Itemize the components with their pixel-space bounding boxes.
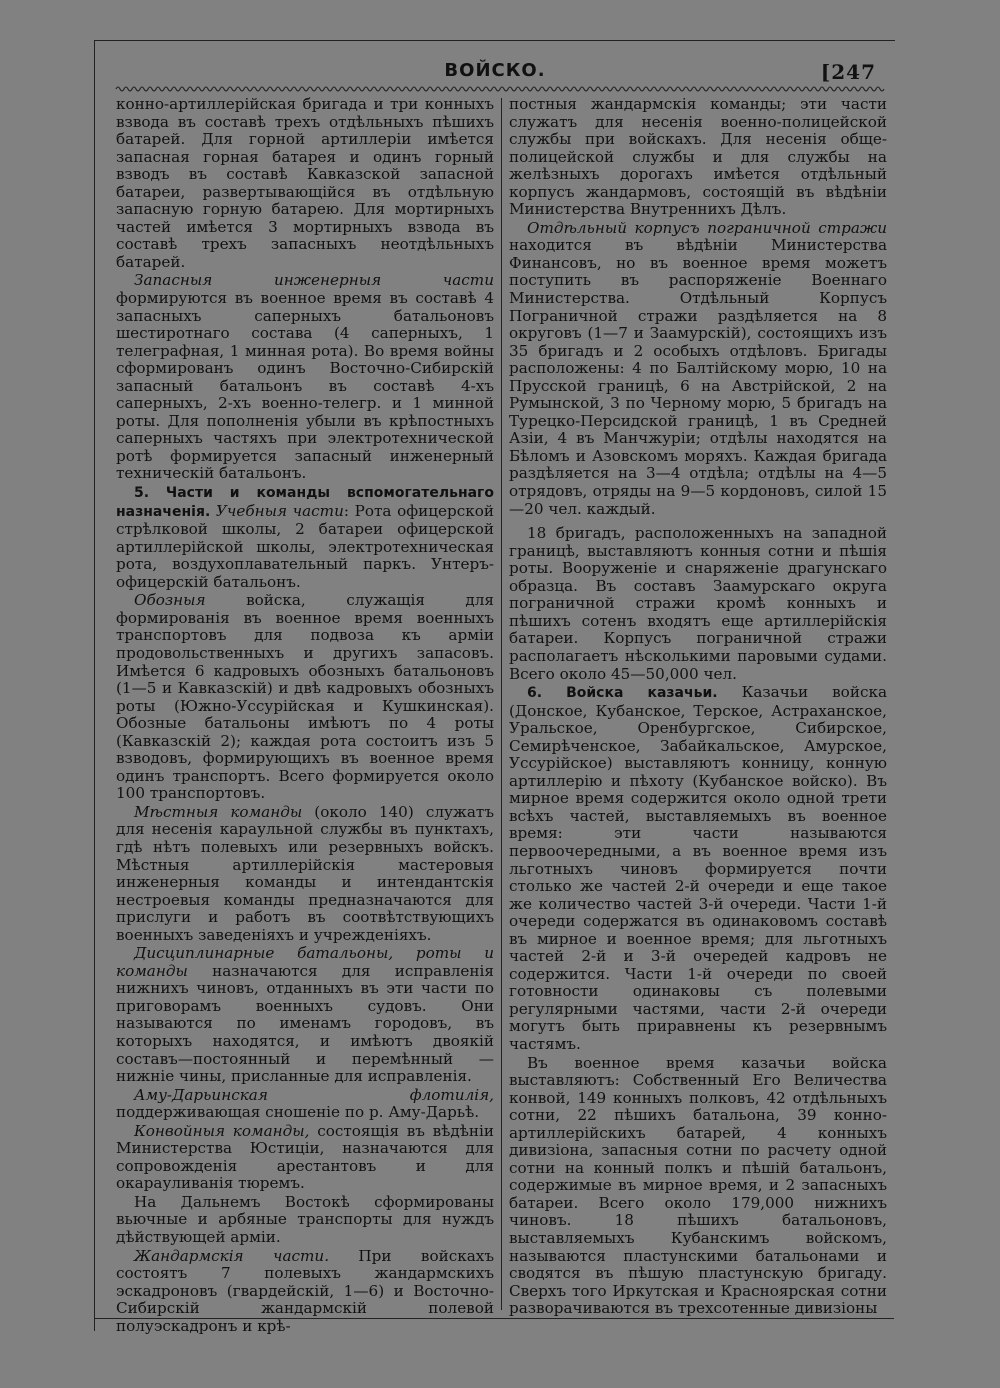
- paragraph-lead: Жандармскія части.: [134, 1246, 330, 1265]
- paragraph-text: Казачьи войска (Донское, Кубанское, Терское, Астраханское, Уральское, Оренбургское, Сибирское, Семирѣченское, Забайкальское, Амурское, Уссурійское) выставляютъ конницу, конную артиллерію и пѣхоту (Кубанское войско). Въ мирное время содержится около одной трети всѣхъ частей, выставляемыхъ въ военное время: эти части называются первоочередными, а въ военное время изъ льготныхъ чиновъ формируется почти столько же частей 2-й очереди и еще такое же количество частей 3-й очереди. Части 1-й очереди содержатся въ одинаковомъ составѣ въ мирное и военное время; для льготныхъ частей 2-й и 3-й очередей кадровъ не содержится. Части 1-й очереди по своей готовности одинаковы съ полевыми регулярными частями, части 2-й очереди могутъ быть приравнены къ резервнымъ частямъ.: [509, 683, 888, 1053]
- paragraph-lead: Запасныя инженерныя части: [134, 271, 494, 290]
- paragraph: [116, 1194, 494, 1247]
- right-column: [509, 96, 887, 1316]
- paragraph: [116, 1123, 494, 1193]
- paragraph-text: : Рота офицерской стрѣлковой школы, 2 батареи офицерской артиллерійской школы, электротехническая рота, воздухоплавательный паркъ. Унтеръ-офицерскій батальонъ.: [116, 501, 494, 591]
- paragraph: [116, 1248, 494, 1336]
- paragraph-text: При войскахъ состоятъ 7 полевыхъ жандармскихъ эскадроновъ (гвардейскій, 1—6) и Восточно-Сибирскій жандармскій полевой полуэскадронъ и крѣ-: [116, 1246, 495, 1335]
- paragraph-text: формируются въ военное время въ составѣ 4 запасныхъ саперныхъ батальоновъ шестиротнаго состава (4 саперныхъ, 1 телеграфная, 1 минная рота). Во время войны сформированъ одинъ Восточно-Сибирскій запасный батальонъ въ составѣ 4-хъ саперныхъ, 2-хъ военно-телегр. и 1 минной роты. Для пополненія убыли въ крѣпостныхъ саперныхъ частяхъ при электротехнической ротѣ формируется запасный инженерный техническій батальонъ.: [116, 289, 494, 483]
- paragraph: [116, 484, 494, 591]
- running-header: [110, 60, 880, 86]
- page-title: ВОЙСКО.: [444, 60, 546, 81]
- paragraph-lead: Конвойныя команды,: [134, 1121, 310, 1140]
- paragraph-text: На Дальнемъ Востокѣ сформированы вьючные и арбяные транспорты для нуждъ дѣйствующей арміи.: [116, 1192, 494, 1246]
- page-number: [247: [820, 60, 876, 84]
- paragraph-lead: Отдѣльный корпусъ пограничной стражи: [527, 218, 887, 237]
- paragraph-text: поддерживающая сношеніе по р. Аму-Дарьѣ.: [116, 1103, 480, 1122]
- paragraph: [116, 96, 494, 271]
- paragraph-text: 18 бригадъ, расположенныхъ на западной границѣ, выставляютъ конныя сотни и пѣшія роты. Вооруженіе и снаряженіе драгунскаго образца. Въ составъ Заамурскаго округа пограничной стражи кромѣ конныхъ и пѣшихъ сотенъ входятъ еще артиллерійскія батареи. Корпусъ пограничной стражи располагаетъ нѣсколькими паровыми судами. Всего около 45—50,000 чел.: [509, 524, 887, 683]
- paragraph: [509, 684, 887, 1053]
- paragraph: [116, 945, 494, 1085]
- section-heading: 5. Части и команды вспомогательнаго назначенія.: [116, 485, 494, 520]
- paragraph-lead: Аму-Дарьинская флотилія,: [134, 1085, 494, 1104]
- bottom-rule: [94, 1318, 894, 1319]
- paragraph-lead: Мѣстныя команды: [134, 802, 303, 821]
- paragraph: [509, 525, 887, 683]
- paragraph: [509, 1055, 887, 1318]
- paragraph-lead: Учебныя части: [210, 501, 344, 520]
- paragraph: [116, 1087, 494, 1122]
- paragraph-text: Въ военное время казачьи войска выставляютъ: Собственный Его Величества конвой, 149 конныхъ полковъ, 42 отдѣльныхъ сотни, 22 пѣшихъ батальона, 39 конно-артиллерійскихъ батарей, 4 конныхъ дивизіона, запасныя сотни по расчету одной сотни на конный полкъ и пѣшій батальонъ, содержимые въ мирное время, и 2 запасныхъ батареи. Всего около 179,000 нижнихъ чиновъ. 18 пѣшихъ батальоновъ, выставляемыхъ Кубанскимъ войскомъ, называются пластунскими батальонами и сводятся въ пѣшую пластунскую бригаду. Сверхъ того Иркутская и Красноярская сотни разворачиваются въ трехсотенные дивизіоны: [509, 1053, 887, 1318]
- paragraph-text: назначаются для исправленія нижнихъ чиновъ, отданныхъ въ эти части по приговорамъ военныхъ судовъ. Они называются по именамъ городовъ, въ которыхъ находятся, и имѣютъ двоякій составъ—постоянный и перемѣнный — нижніе чины, присланные для исправленія.: [116, 961, 494, 1086]
- left-column: [116, 95, 495, 1335]
- column-divider: [501, 98, 502, 1310]
- paragraph-text: состоящія въ вѣдѣніи Министерства Юстиціи, назначаются для сопровожденія арестантовъ и для окарауливанія тюремъ.: [116, 1121, 494, 1193]
- paragraph-lead: Обозныя: [134, 591, 206, 610]
- paragraph: [509, 96, 887, 219]
- section-heading: 6. Войска казачьи.: [527, 685, 718, 702]
- paragraph-text: постныя жандармскія команды; эти части служатъ для несенія военно-полицейской службы при войскахъ. Для несенія обще-полицейской службы и для службы на желѣзныхъ дорогахъ имѣется отдѣльный корпусъ жандармовъ, состоящій въ вѣдѣніи Министерства Внутреннихъ Дѣлъ.: [509, 95, 887, 219]
- wavy-rule: [116, 84, 882, 94]
- paragraph-lead: Дисциплинарные батальоны, роты и команды: [116, 944, 494, 980]
- paragraph-text: находится въ вѣдѣніи Министерства Финансовъ, но въ военное время можетъ поступить въ распоряженіе Военнаго Министерства. Отдѣльный Корпусъ Пограничной стражи раздѣляется на 8 округовъ (1—7 и Заамурскій), состоящихъ изъ 35 бригадъ и 2 особыхъ отдѣловъ. Бригады расположены: 4 по Балтійскому морю, 10 на Прусской границѣ, 6 на Австрійской, 2 на Румынской, 3 по Черному морю, 5 бригадъ на Турецко-Персидской границѣ, 1 въ Средней Азіи, 4 въ Манчжуріи; отдѣлы находятся на Бѣломъ и Азовскомъ моряхъ. Каждая бригада раздѣляется на 3—4 отдѣла; отдѣлы на 4—5 отрядовъ, отряды на 9—5 кордоновъ, силой 15—20 чел. каждый.: [509, 236, 887, 518]
- paragraph: [509, 220, 887, 518]
- paragraph: [116, 592, 494, 803]
- paragraph: [116, 804, 494, 944]
- paragraph-text: (около 140) служатъ для несенія караульной службы въ пунктахъ, гдѣ нѣтъ полевыхъ или резервныхъ войскъ. Мѣстныя артиллерійскія мастеровыя инженерныя команды и интендантскія нестроевыя команды предназначаются для прислуги и работъ въ соотвѣтствующихъ военныхъ заведеніяхъ и учрежденіяхъ.: [116, 802, 494, 944]
- paragraph: [116, 272, 494, 483]
- paragraph-text: конно-артиллерійская бригада и три конныхъ взвода въ составѣ трехъ отдѣльныхъ пѣшихъ батарей. Для горной артиллеріи имѣется запасная горная батарея и одинъ горный взводъ въ составѣ Кавказской запасной батареи, развертывающійся въ отдѣльную запасную горную батарею. Для мортирныхъ частей имѣется 3 мортирныхъ взвода въ составѣ трехъ запасныхъ неотдѣльныхъ батарей.: [116, 95, 494, 271]
- paragraph-text: войска, служащія для формированія въ военное время военныхъ транспортовъ для подвоза къ арміи продовольственныхъ и другихъ запасовъ. Имѣется 6 кадровыхъ обозныхъ батальоновъ (1—5 и Кавказскій) и двѣ кадровыхъ обозныхъ роты (Южно-Уссурійская и Кушкинская). Обозные батальоны имѣютъ по 4 роты (Кавказскій 2); каждая рота состоитъ изъ 5 взводовъ, формирующихъ въ военное время одинъ транспортъ. Всего формируется около 100 транспортовъ.: [116, 591, 494, 803]
